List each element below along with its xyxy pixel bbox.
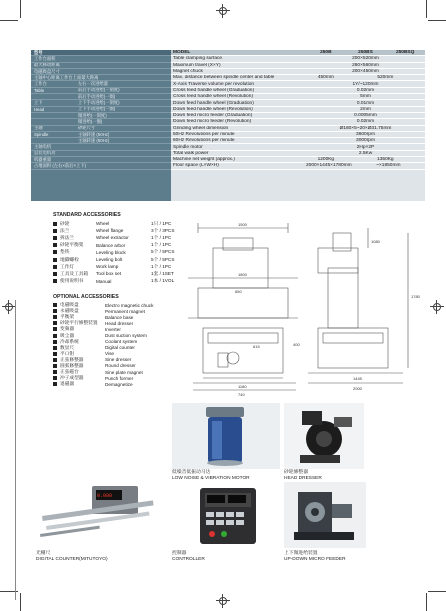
accessory-name-cn: 变频器 [60, 326, 75, 332]
spec-parameter-value: 200×520mm [352, 56, 379, 62]
controller-caption-en: CONTROLLER [172, 557, 205, 562]
spec-parameter-name: X-Axis Traverse volume per revolution [173, 81, 255, 87]
crop-mark [428, 591, 446, 592]
accessory-quantity: 5个 / 5PCS [151, 249, 175, 255]
bullet-square-icon [53, 229, 57, 233]
accessory-name-cn: 拆法兰 [60, 234, 75, 240]
spec-parameter-value: 2mm [360, 106, 371, 112]
accessory-name-en: Manual [96, 278, 112, 284]
dim-label: 1080 [371, 239, 380, 244]
accessory-name-cn: 砂轮平行修整装置 [60, 320, 98, 326]
spec-parameter-value: 200×450mm [352, 69, 379, 75]
controller-photo [172, 484, 280, 548]
spec-left-group: 型号 [34, 50, 43, 55]
dim-label: 615 [253, 344, 260, 349]
spec-header-model: MODEL [173, 50, 191, 56]
accessory-name-en: Head dresser [105, 320, 134, 326]
spec-parameter-value: 0.02mm [356, 119, 375, 125]
registration-mark-top [216, 4, 230, 18]
spec-left-item: 主轴转速 (60Hz) [78, 138, 110, 143]
spec-parameter-name: Machine net weight (approx.) [173, 157, 235, 163]
bullet-square-icon [53, 352, 57, 356]
bullet-square-icon [53, 364, 57, 368]
spec-parameter-value: 0.02mm [356, 87, 375, 93]
bullet-square-icon [53, 236, 57, 240]
bullet-square-icon [53, 334, 57, 338]
bullet-square-icon [53, 303, 57, 307]
accessory-name-en: Dust suction system [105, 333, 147, 339]
controller-caption-cn: 控制器 [172, 551, 187, 556]
spec-left-group: 上下 [34, 100, 43, 106]
standard-accessory-item [53, 234, 174, 241]
standard-accessory-item [53, 270, 174, 277]
spec-parameter-name: Cross feed handle wheel (Revolution) [173, 94, 253, 100]
bullet-square-icon [53, 258, 57, 262]
spec-left-group: Table [34, 87, 45, 93]
accessory-quantity: 1本 / 1VOL [151, 278, 175, 284]
accessory-name-cn: 平衡架 [60, 314, 75, 320]
spec-left-group: 工作台面积 [34, 56, 56, 61]
spec-parameter-value: 3000rpm [356, 138, 375, 144]
spec-left-group: 主轴电机 [34, 144, 52, 150]
digital-counter-caption [36, 551, 108, 563]
spec-parameter-value: 2.5Kw [358, 150, 373, 156]
accessory-name-cn: 正弦磁台 [60, 369, 79, 375]
spec-parameter-name: Total walk power [173, 150, 209, 156]
bullet-square-icon [53, 272, 57, 276]
accessory-name-cn: 退磁器 [60, 381, 75, 387]
head-dresser-caption [284, 470, 322, 482]
bullet-square-icon [53, 222, 57, 226]
motor-caption [172, 470, 250, 482]
accessory-name-en: Sine plate magnet [105, 369, 143, 375]
standard-accessory-item [53, 249, 174, 256]
dim-label: 1180 [238, 384, 247, 389]
spec-left-group: 占地面积 (左右×前后×上下) [34, 163, 87, 168]
spec-parameter-value: 5mm [360, 94, 371, 100]
crop-mark [20, 593, 21, 611]
standard-accessory-item [53, 256, 174, 263]
registration-mark-right [430, 300, 444, 314]
accessory-name-cn: 砂轮平衡架 [60, 242, 84, 248]
spec-right-row [171, 163, 425, 169]
motor-caption-cn: 低噪音低振动马达 [172, 470, 211, 475]
accessory-name-cn: 工具及工具箱 [60, 270, 89, 276]
accessory-name-en: Sine dresser [105, 357, 132, 363]
digital-counter-caption-cn: 光栅尺 [36, 551, 51, 556]
standard-accessory-item [53, 263, 174, 270]
spec-header-250bsq: 250BSQ [395, 50, 415, 56]
accessory-quantity: 3个 / 3PCS [151, 227, 175, 233]
accessory-name-en: Digital counter [105, 345, 135, 351]
accessory-quantity: 1套 / 1SET [151, 270, 174, 276]
spec-parameter-value: 0.0005mm [354, 113, 377, 119]
standard-accessories-title: STANDARD ACCESSORIES [53, 212, 121, 218]
spec-left-item: 前后手动进给(一刻度) [78, 87, 120, 93]
svg-text:0.000: 0.000 [97, 493, 113, 499]
accessory-name-cn: 地脚螺栓 [60, 256, 79, 262]
accessory-name-en: Leveling block [96, 249, 126, 255]
accessory-name-cn: 砂轮 [60, 220, 70, 226]
spec-left-group: 总装电机功 [34, 150, 56, 156]
spec-parameter-name: Down feed handle wheel (Graduation) [173, 100, 254, 106]
dim-label: 1500 [238, 222, 247, 227]
standard-accessory-item [53, 227, 174, 234]
spec-parameter-value: 1Y/~120mm [352, 81, 379, 87]
spec-parameter-name: Down feed micro feeder (Revolution) [173, 119, 252, 125]
spec-parameter-value-alt: 520mm [377, 75, 394, 81]
spec-parameter-name: Cross feed handle wheel (Graduation) [173, 87, 255, 93]
motor-photo [172, 403, 280, 469]
dim-label: 400 [293, 342, 300, 347]
accessory-quantity: 1个 / 1PC [151, 263, 172, 269]
spec-header-250bs: 250BS [358, 50, 373, 56]
digital-counter-photo [36, 482, 158, 542]
bullet-square-icon [53, 358, 57, 362]
spec-left-group: 主轴中心距离工作台上面最大距离 [34, 75, 99, 80]
accessory-name-en: Wheel [96, 221, 110, 227]
spec-left-group: 电磁吸盘尺寸 [34, 68, 60, 74]
head-dresser-caption-cn: 砂轮修整器 [284, 470, 308, 475]
spec-parameter-name: Magnet chuck [173, 69, 203, 75]
accessory-name-en: Wheel extractor [96, 235, 129, 241]
accessory-name-cn: 平口钳 [60, 350, 75, 356]
spec-table-chinese-column [31, 50, 171, 201]
spec-parameter-value: 2000×1445×1780mm [306, 163, 352, 169]
accessory-name-en: Demagnetize [105, 381, 133, 387]
dim-label: 1780 [411, 294, 420, 299]
spec-parameter-name: Grinding wheel dimension [173, 125, 229, 131]
accessory-name-en: Round dresser [105, 363, 136, 369]
accessory-quantity: 1个 / 1PC [151, 242, 172, 248]
crop-mark [426, 593, 427, 611]
accessory-name-cn: 正弦修整器 [60, 356, 84, 362]
accessory-name-en: Tool box set [96, 271, 122, 277]
spec-parameter-name: Down feed handle wheel (Revolution) [173, 106, 253, 112]
bullet-square-icon [53, 327, 57, 331]
spec-left-group: 最大移动距离 [34, 62, 60, 68]
accessory-name-cn: 圆弧修整器 [60, 362, 84, 368]
motor-caption-en: LOW NOISE & VIBRATION MOTOR [172, 476, 250, 481]
crop-mark [428, 20, 446, 21]
accessory-name-en: Wheel flange [96, 228, 124, 234]
bullet-square-icon [53, 340, 57, 344]
optional-accessory-item [53, 381, 160, 387]
digital-counter-caption-en: DIGITAL COUNTER(MITUTOYO) [36, 557, 108, 562]
spec-parameter-name: Table clamping surface [173, 56, 223, 62]
spec-left-group: Head [34, 106, 45, 112]
crop-mark [426, 0, 427, 18]
accessory-quantity: 1个 / 1PC [151, 234, 172, 240]
spec-left-item: 主轴转速 (50Hz) [78, 131, 110, 137]
spec-table-english-column [171, 50, 425, 201]
spec-parameter-value: 1200Kg [317, 157, 335, 163]
spec-parameter-name: Spindle motor [173, 144, 203, 150]
spec-parameter-value: 260×560mm [352, 62, 379, 68]
accessory-name-cn: 法兰 [60, 227, 70, 233]
accessory-name-cn: 使用说明书 [60, 278, 84, 284]
registration-mark-left [2, 300, 16, 314]
micro-feeder-caption [284, 551, 346, 563]
accessory-name-cn: 永磁吸盘 [60, 308, 79, 314]
bullet-square-icon [53, 265, 57, 269]
accessory-name-cn: 冲子成型器 [60, 375, 84, 381]
standard-accessory-item [53, 242, 174, 249]
optional-accessories-title: OPTIONAL ACCESSORIES [53, 294, 119, 300]
accessory-name-en: Coolant system [105, 339, 138, 345]
micro-feeder-caption-en: UP-DOWN MICRO FEEDER [284, 557, 346, 562]
spec-parameter-name: 50Hz Revolutions per minute [173, 132, 235, 137]
bullet-square-icon [53, 243, 57, 247]
spec-left-item: 微进给(一圈) [78, 119, 103, 124]
spec-left-group: 工作台 [34, 81, 47, 87]
spec-parameter-value: 3600rpm [356, 132, 375, 137]
spec-table [31, 50, 425, 201]
bullet-square-icon [53, 250, 57, 254]
spec-left-item: 微进给(一刻度) [78, 112, 107, 118]
bullet-square-icon [53, 382, 57, 386]
dim-label: 740 [238, 392, 245, 397]
dim-label: 1445 [353, 376, 362, 381]
optional-accessories-list [53, 302, 160, 387]
standard-accessories-list [53, 220, 174, 285]
accessory-name-en: Leveling bolt [96, 257, 123, 263]
spec-left-group: 机器重量 [34, 157, 52, 162]
standard-accessory-item [53, 220, 174, 227]
spec-left-item: 左右一次进给量 [78, 81, 109, 87]
accessory-name-cn: 垫铁 [60, 249, 70, 255]
accessory-name-en: Work lamp [96, 264, 119, 270]
standard-accessory-item [53, 278, 174, 285]
spec-left-item: 上下手动进给(一圈) [78, 106, 116, 112]
accessory-name-cn: 吸尘器 [60, 332, 75, 338]
bullet-square-icon [53, 315, 57, 319]
spec-left-group: Spindle [34, 132, 49, 137]
spec-left-row [31, 163, 171, 169]
spec-parameter-value: 0.01mm [356, 100, 375, 106]
spec-parameter-name: Floor space (L×W×H) [173, 163, 219, 169]
accessory-quantity: 1只 / 1PC [151, 220, 172, 226]
spec-parameter-name: Maximum travel (X×Y) [173, 62, 221, 68]
spec-parameter-name: Max. distance between spindle center and table [173, 75, 275, 81]
spec-parameter-value-alt: 1350Kg [377, 157, 394, 163]
accessory-name-cn: 电磁吸盘 [60, 302, 79, 308]
spec-parameter-name: 60Hz Revolutions per minute [173, 138, 235, 144]
crop-mark [20, 0, 21, 18]
micro-feeder-caption-cn: 上下微进给装置 [284, 551, 318, 556]
dim-label: 1800 [238, 272, 247, 277]
bullet-square-icon [53, 346, 57, 350]
accessory-name-en: Inverter [105, 326, 121, 332]
accessory-quantity: 5个 / 5PCS [151, 256, 175, 262]
micro-feeder-photo [284, 482, 366, 548]
spec-left-group: 主轴 [34, 125, 43, 131]
head-dresser-caption-en: HEAD DRESSER [284, 476, 322, 481]
accessory-name-en: Punch former [105, 375, 134, 381]
bullet-square-icon [53, 279, 57, 283]
accessory-name-en: Permanent magnet [105, 308, 145, 314]
spec-parameter-value: 2Hp×2P [356, 144, 375, 150]
bullet-square-icon [53, 376, 57, 380]
machine-dimension-drawing [178, 218, 428, 398]
spec-parameter-value: Ø180×5~20×Ø31.75mm [339, 125, 392, 131]
bullet-square-icon [53, 321, 57, 325]
spec-parameter-value-alt: ~×1850mm [376, 163, 401, 169]
bullet-square-icon [53, 309, 57, 313]
spec-left-item: 前后手动进给(一圈) [78, 94, 116, 99]
head-dresser-photo [284, 403, 364, 469]
spec-parameter-name: Down feed micro feeder (Graduation) [173, 113, 253, 119]
dim-label: 650 [235, 289, 242, 294]
accessory-name-en: Balance arbor [96, 242, 126, 248]
dim-label: 2000 [353, 386, 362, 391]
accessory-name-en: Balance base [105, 314, 134, 320]
accessory-name-en: Electro magnetic chuck [105, 302, 154, 308]
spec-left-item: 上下手动进给(一刻度) [78, 100, 120, 106]
spec-left-item: 砂轮尺寸 [78, 125, 96, 131]
crop-mark [0, 20, 18, 21]
controller-caption [172, 551, 205, 563]
bullet-square-icon [53, 370, 57, 374]
spec-header-250b: 250B [320, 50, 332, 56]
accessory-name-cn: 工作灯 [60, 263, 75, 269]
accessory-name-cn: 数显尺 [60, 344, 75, 350]
page-edge-line [15, 300, 16, 600]
accessory-name-cn: 冷却系统 [60, 338, 79, 344]
spec-parameter-value: 450mm [317, 75, 334, 81]
registration-mark-bottom [216, 594, 230, 608]
accessory-name-en: Vise [105, 351, 115, 357]
